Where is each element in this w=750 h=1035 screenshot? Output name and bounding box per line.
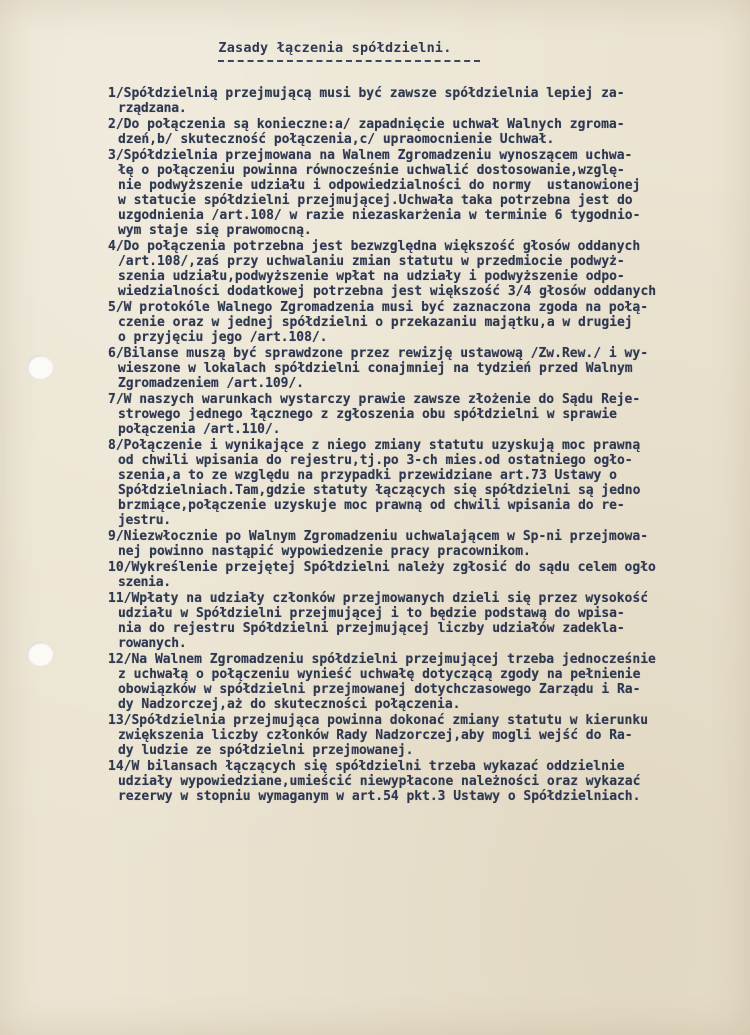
text-line: 14/W bilansach łączących się spółdzielni trzeba wykazać oddzielnie [108,759,625,774]
document-title: Zasady łączenia spółdzielni. [218,40,452,56]
list-item [108,346,740,391]
text-line: Spółdzielniach.Tam,gdzie statuty łączących się spółdzielni są jedno [118,483,641,498]
list-item [108,591,740,651]
text-line: udziały wypowiedziane,umieścić niewypłacone należności oraz wykazać [118,774,641,789]
list-item [108,759,740,804]
document-body [108,86,740,805]
text-line: rowanych. [118,636,187,651]
list-item [108,117,740,147]
text-line: rezerwy w stopniu wymaganym w art.54 pkt.3 Ustawy o Spółdzielniach. [118,789,641,804]
text-line: strowego jednego łącznego z zgłoszenia obu spółdzielni w sprawie [118,407,617,422]
text-line: łę o połączeniu powinna równocześnie uchwalić dostosowanie,wzglę- [118,163,625,178]
title-underline [218,60,480,62]
text-line: 13/Spółdzielnia przejmująca powinna dokonać zmiany statutu w kierunku [108,713,649,728]
text-line: połączenia /art.110/. [118,422,281,437]
text-line: udziału w Spółdzielni przejmującej i to będzie podstawą do wpisa- [118,606,625,621]
text-line: dy Nadzorczej,aż do skuteczności połączenia. [118,697,461,712]
punch-hole-top [27,355,53,379]
list-item [108,713,740,758]
text-line: szenia,a to ze względu na przypadki przewidziane art.73 Ustawy o [118,468,617,483]
list-item [108,300,740,345]
punch-hole-bottom [27,642,53,666]
text-line: wieszone w lokalach spółdzielni conajmniej na tydzień przed Walnym [118,361,633,376]
text-line: obowiązków w spółdzielni przejmowanej dotychczasowego Zarządu i Ra- [118,682,641,697]
text-line: zwiększenia liczby członków Rady Nadzorczej,aby mogli wejść do Ra- [118,728,633,743]
list-item [108,148,740,238]
text-line: jestru. [118,513,171,528]
text-line: Zgromadzeniem /art.109/. [118,376,304,391]
list-item [108,529,740,559]
text-line: z uchwałą o połączeniu wynieść uchwałę dotyczącą zgody na pełnienie [118,667,641,682]
text-line: brzmiące,połączenie uzyskuje moc prawną od chwili wpisania do re- [118,498,625,513]
list-item [108,560,740,590]
text-line: szenia udziału,podwyższenie wpłat na udziały i podwyższenie odpo- [118,269,625,284]
text-line: czenie oraz w jednej spółdzielni o przekazaniu majątku,a w drugiej [118,315,633,330]
text-line: dy ludzie ze spółdzielni przejmowanej. [118,743,414,758]
text-line: w statucie spółdzielni przejmującej.Uchwała taka potrzebna jest do [118,193,633,208]
text-line: od chwili wpisania do rejestru,tj.po 3-ch mies.od ostatniego ogło- [118,453,633,468]
text-line: nia do rejestru Spółdzielni przejmującej liczby udziałów zadekla- [118,621,625,636]
text-line: 7/W naszych warunkach wystarczy prawie zawsze złożenie do Sądu Reje- [108,392,641,407]
text-line: nie podwyższenie udziału i odpowiedzialności do normy ustanowionej [118,178,641,193]
text-line: 3/Spółdzielnia przejmowana na Walnem Zgromadzeniu wynoszącem uchwa- [108,148,633,163]
text-line: uzgodnienia /art.108/ w razie niezaskarżenia w terminie 6 tygodnio- [118,208,641,223]
text-line: 8/Połączenie i wynikające z niego zmiany statutu uzyskują moc prawną [108,438,641,453]
text-line: rządzana. [118,101,187,116]
text-line: 2/Do połączenia są konieczne:a/ zapadnięcie uchwał Walnych zgroma- [108,117,625,132]
text-line: 9/Niezwłocznie po Walnym Zgromadzeniu uchwalającem w Sp-ni przejmowa- [108,529,649,544]
text-line: 1/Spółdzielnią przejmującą musi być zawsze spółdzielnia lepiej za- [108,86,625,101]
list-item [108,652,740,712]
text-line: 11/Wpłaty na udziały członków przejmowanych dzieli się przez wysokość [108,591,649,606]
text-line: wiedzialności dodatkowej potrzebna jest większość 3/4 głosów oddanych [118,284,657,299]
text-line: 6/Bilanse muszą być sprawdzone przez rewizję ustawową /Zw.Rew./ i wy- [108,346,649,361]
text-line: 5/W protokóle Walnego Zgromadzenia musi być zaznaczona zgoda na połą- [108,300,649,315]
text-line: 12/Na Walnem Zgromadzeniu spółdzielni przejmującej trzeba jednocześnie [108,652,656,667]
text-line: /art.108/,zaś przy uchwalaniu zmian statutu w przedmiocie podwyż- [118,254,625,269]
text-line: szenia. [118,575,171,590]
text-line: 4/Do połączenia potrzebna jest bezwzględna większość głosów oddanych [108,239,641,254]
text-line: wym staje się prawomocną. [118,223,312,238]
list-item [108,239,740,299]
text-line: 10/Wykreślenie przejętej Spółdzielni należy zgłosić do sądu celem ogło [108,560,656,575]
list-item [108,86,740,116]
text-line: dzeń,b/ skuteczność połączenia,c/ upraomocnienie Uchwał. [118,132,555,147]
list-item [108,392,740,437]
list-item [108,438,740,528]
text-line: o przyjęciu jego /art.108/. [118,330,328,345]
text-line: nej powinno nastąpić wypowiedzenie pracy pracownikom. [118,544,531,559]
